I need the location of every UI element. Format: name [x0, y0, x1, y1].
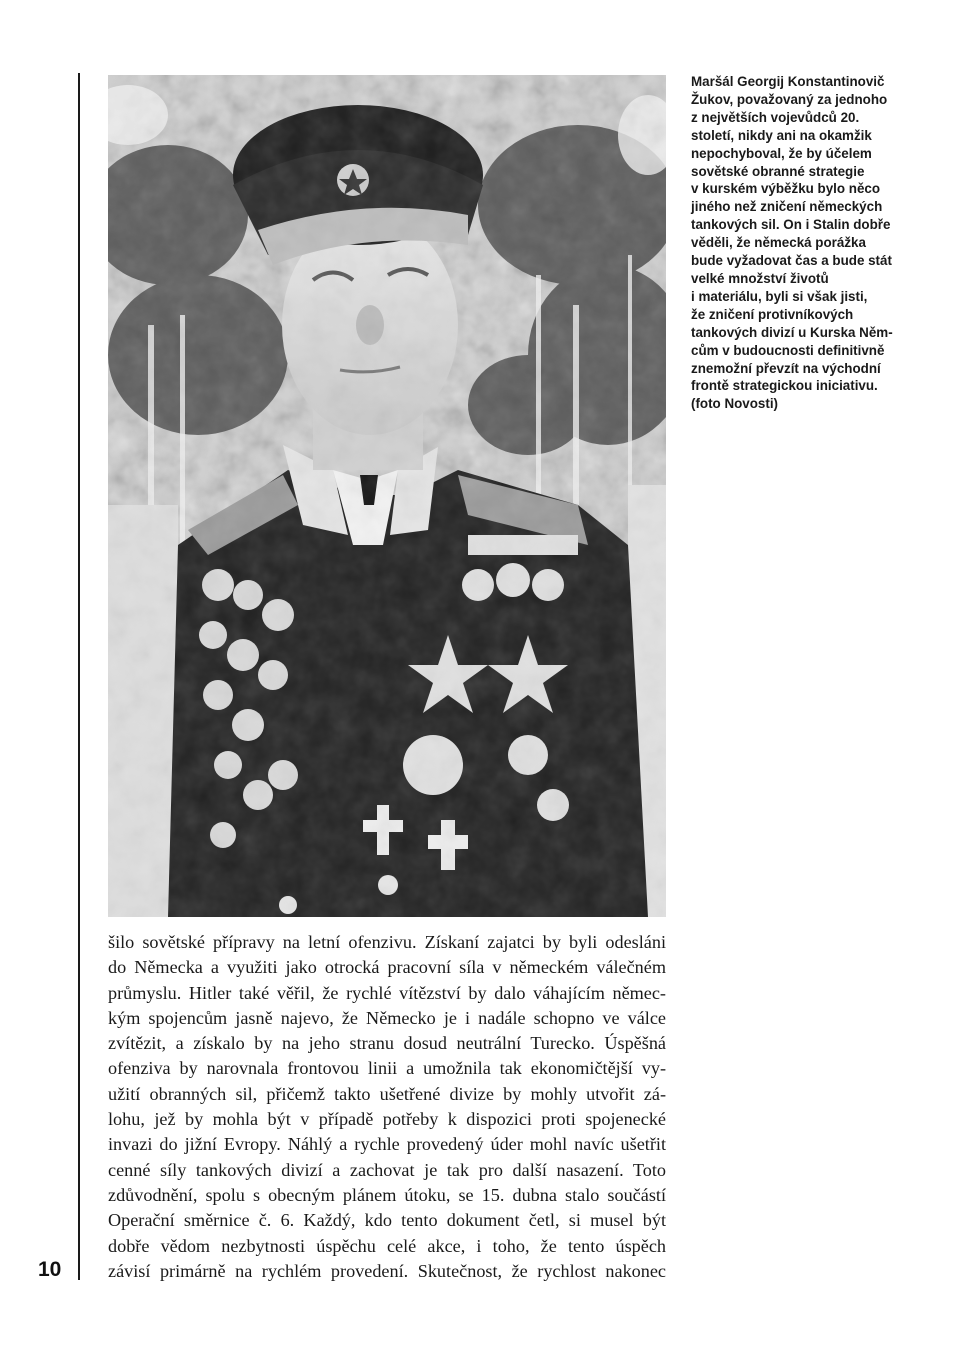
portrait-photo-icon [108, 75, 666, 917]
caption-line: věděli, že německá porážka [691, 235, 866, 251]
caption-line: nepochyboval, že by účelem [691, 145, 872, 161]
body-line: cenné síly tankových divizí a zachovat je tak pro další nasazení. Toto [108, 1159, 666, 1180]
body-line: užití obranných sil, přičemž takto ušetřené divize by mohly utvořit zá- [108, 1083, 666, 1104]
body-line: ofenziva by narovnala frontovou linii a umožnila tak ekonomičtější vy- [108, 1058, 666, 1079]
body-line: kým spojencům jasně najevo, že Německo je i nadále schopno ve válce [108, 1007, 666, 1028]
body-line: šilo sovětské přípravy na letní ofenzivu. Získaní zajatci by byli odesláni [108, 932, 666, 952]
page-number: 10 [38, 1258, 62, 1281]
body-line: lohu, jež by mohla být v případě potřeby k dispozici proti spojenecké [108, 1109, 666, 1130]
caption-line: i materiálu, byli si však jisti, [691, 288, 868, 304]
caption-line: cům v budoucnosti definitivně [691, 342, 885, 358]
body-line: zvítězit, a získalo by na jeho stranu dosud neutrální Turecko. Úspěšná [108, 1033, 666, 1054]
margin-rule [78, 73, 80, 1280]
caption-line: tankových divizí u Kurska Něm- [691, 324, 893, 340]
caption-line: v kurském výběžku bylo něco [691, 181, 881, 197]
body-line: průmyslu. Hitler také věřil, že rychlé vítězství by dalo váhajícím němec- [108, 982, 666, 1003]
portrait-photo [108, 75, 666, 917]
caption-line: sovětské obranné strategie [691, 163, 865, 179]
photo-caption [691, 73, 916, 413]
caption-line: Maršál Georgij Konstantinovič [691, 74, 885, 89]
body-line: do Německa a využiti jako otrocká pracovní síla v německém válečném [108, 957, 666, 978]
body-line: zdůvodnění, spolu s obecným plánem útoku, se 15. dubna stalo součástí [108, 1184, 666, 1205]
caption-line: Žukov, považovaný za jednoho [691, 91, 888, 107]
caption-line: že zničení protivníkových [691, 306, 854, 322]
caption-line: bude vyžadovat čas a bude stát [691, 253, 892, 269]
caption-credit: (foto Novosti) [691, 396, 779, 412]
body-line: invazi do jižní Evropy. Náhlý a rychle provedený úder mohl navíc ušetřit [108, 1134, 666, 1155]
caption-line: století, nikdy ani na okamžik [691, 127, 872, 143]
caption-line: znemožní převzít na východní [691, 360, 881, 376]
body-line: závisí primárně na rychlém provedení. Skutečnost, že rychlost nakonec [108, 1260, 666, 1281]
caption-line: jiného než zničení německých [691, 199, 883, 215]
body-line: Operační směrnice č. 6. Každý, kdo tento dokument četl, si musel být [108, 1210, 666, 1231]
body-paragraph [108, 930, 666, 1284]
caption-line: velké množství životů [691, 270, 829, 286]
body-line: dobře vědom nezbytnosti úspěchu celé akce, i toho, že tento úspěch [108, 1235, 666, 1256]
caption-line: frontě strategickou iniciativu. [691, 378, 878, 394]
caption-line: tankových sil. On i Stalin dobře [691, 217, 891, 233]
caption-line: z největších vojevůdců 20. [691, 109, 860, 125]
